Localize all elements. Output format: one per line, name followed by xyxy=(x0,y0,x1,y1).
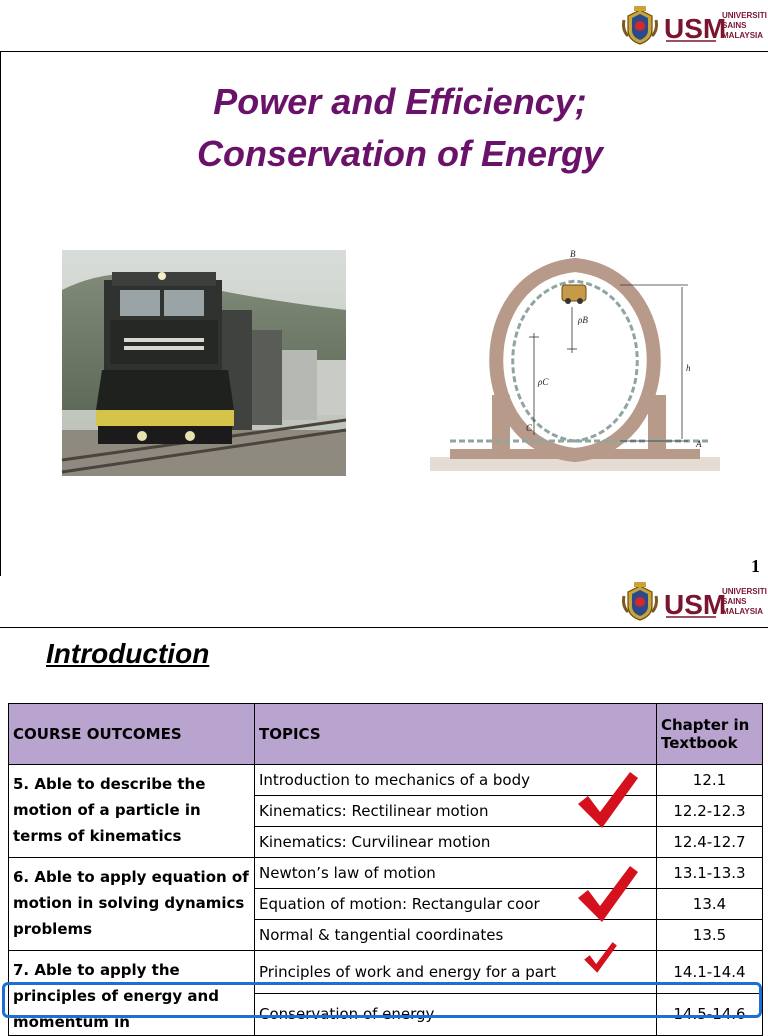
chapter-cell: 12.2-12.3 xyxy=(657,796,763,827)
slide-header xyxy=(0,576,768,628)
outcome-cell: 7. Able to apply the principles of energy and momentum in xyxy=(9,951,255,1036)
diagram-label-a: A xyxy=(696,439,702,449)
topic-cell: Kinematics: Rectilinear motion xyxy=(255,796,657,827)
chapter-cell: 13.5 xyxy=(657,920,763,951)
loop-track-diagram xyxy=(430,245,720,475)
diagram-label-c: C xyxy=(526,423,533,433)
university-line: MALAYSIA xyxy=(722,607,764,616)
topic-cell: Introduction to mechanics of a body xyxy=(255,765,657,796)
topic-cell: Equation of motion: Rectangular coor xyxy=(255,889,657,920)
check-mark-icon xyxy=(582,940,618,976)
slide-border xyxy=(0,52,1,576)
page-number: 1 xyxy=(751,556,760,576)
chapter-cell: 14.5-14.6 xyxy=(657,993,763,1036)
outcome-cell: 6. Able to apply equation of motion in solving dynamics problems xyxy=(9,858,255,951)
topic-cell: Conservation of energy xyxy=(255,993,657,1036)
chapter-cell: 12.1 xyxy=(657,765,763,796)
svg-text:USM: USM xyxy=(664,589,727,620)
check-mark-icon xyxy=(574,768,640,834)
diagram-label-h: h xyxy=(686,363,691,373)
table-row xyxy=(9,858,763,889)
section-heading: Introduction xyxy=(46,638,210,669)
slide-2 xyxy=(0,576,768,1031)
slide-header xyxy=(0,0,768,52)
outcome-cell: 5. Able to describe the motion of a particle in terms of kinematics xyxy=(9,765,255,858)
title-line: Power and Efficiency; xyxy=(213,81,587,122)
university-crest-icon xyxy=(620,582,660,622)
university-line: SAINS xyxy=(722,597,747,606)
locomotive-photo xyxy=(62,250,346,476)
slide-title xyxy=(100,76,700,180)
column-header-topics: TOPICS xyxy=(255,704,657,765)
chapter-cell: 13.4 xyxy=(657,889,763,920)
diagram-label-rho-c: ρC xyxy=(538,377,549,387)
check-mark-icon xyxy=(574,862,640,928)
conservation-highlight-box xyxy=(2,982,762,1018)
chapter-cell: 14.1-14.4 xyxy=(657,951,763,994)
diagram-label-rho-b: ρB xyxy=(578,315,588,325)
university-crest-icon xyxy=(620,6,660,46)
title-line: Conservation of Energy xyxy=(196,133,604,174)
topic-cell: Normal & tangential coordinates xyxy=(255,920,657,951)
university-line: UNIVERSITI xyxy=(722,11,767,20)
header-divider xyxy=(0,51,768,52)
column-header-outcomes: COURSE OUTCOMES xyxy=(9,704,255,765)
diagram-label-b: B xyxy=(570,249,576,259)
chapter-cell: 12.4-12.7 xyxy=(657,827,763,858)
table-header-row xyxy=(9,704,763,765)
chapter-cell: 13.1-13.3 xyxy=(657,858,763,889)
column-header-chapter: Chapter in Textbook xyxy=(657,704,763,765)
university-line: UNIVERSITI xyxy=(722,587,767,596)
table-row xyxy=(9,765,763,796)
university-name xyxy=(722,587,768,617)
university-line: SAINS xyxy=(722,21,747,30)
usm-logo-icon xyxy=(664,586,727,620)
svg-text:USM: USM xyxy=(664,13,727,44)
topic-cell: Principles of work and energy for a part xyxy=(255,951,657,994)
topic-cell: Newton’s law of motion xyxy=(255,858,657,889)
topic-cell: Kinematics: Curvilinear motion xyxy=(255,827,657,858)
university-name xyxy=(722,11,768,41)
header-divider xyxy=(0,627,768,628)
usm-logo-icon xyxy=(664,10,727,44)
university-line: MALAYSIA xyxy=(722,31,764,40)
